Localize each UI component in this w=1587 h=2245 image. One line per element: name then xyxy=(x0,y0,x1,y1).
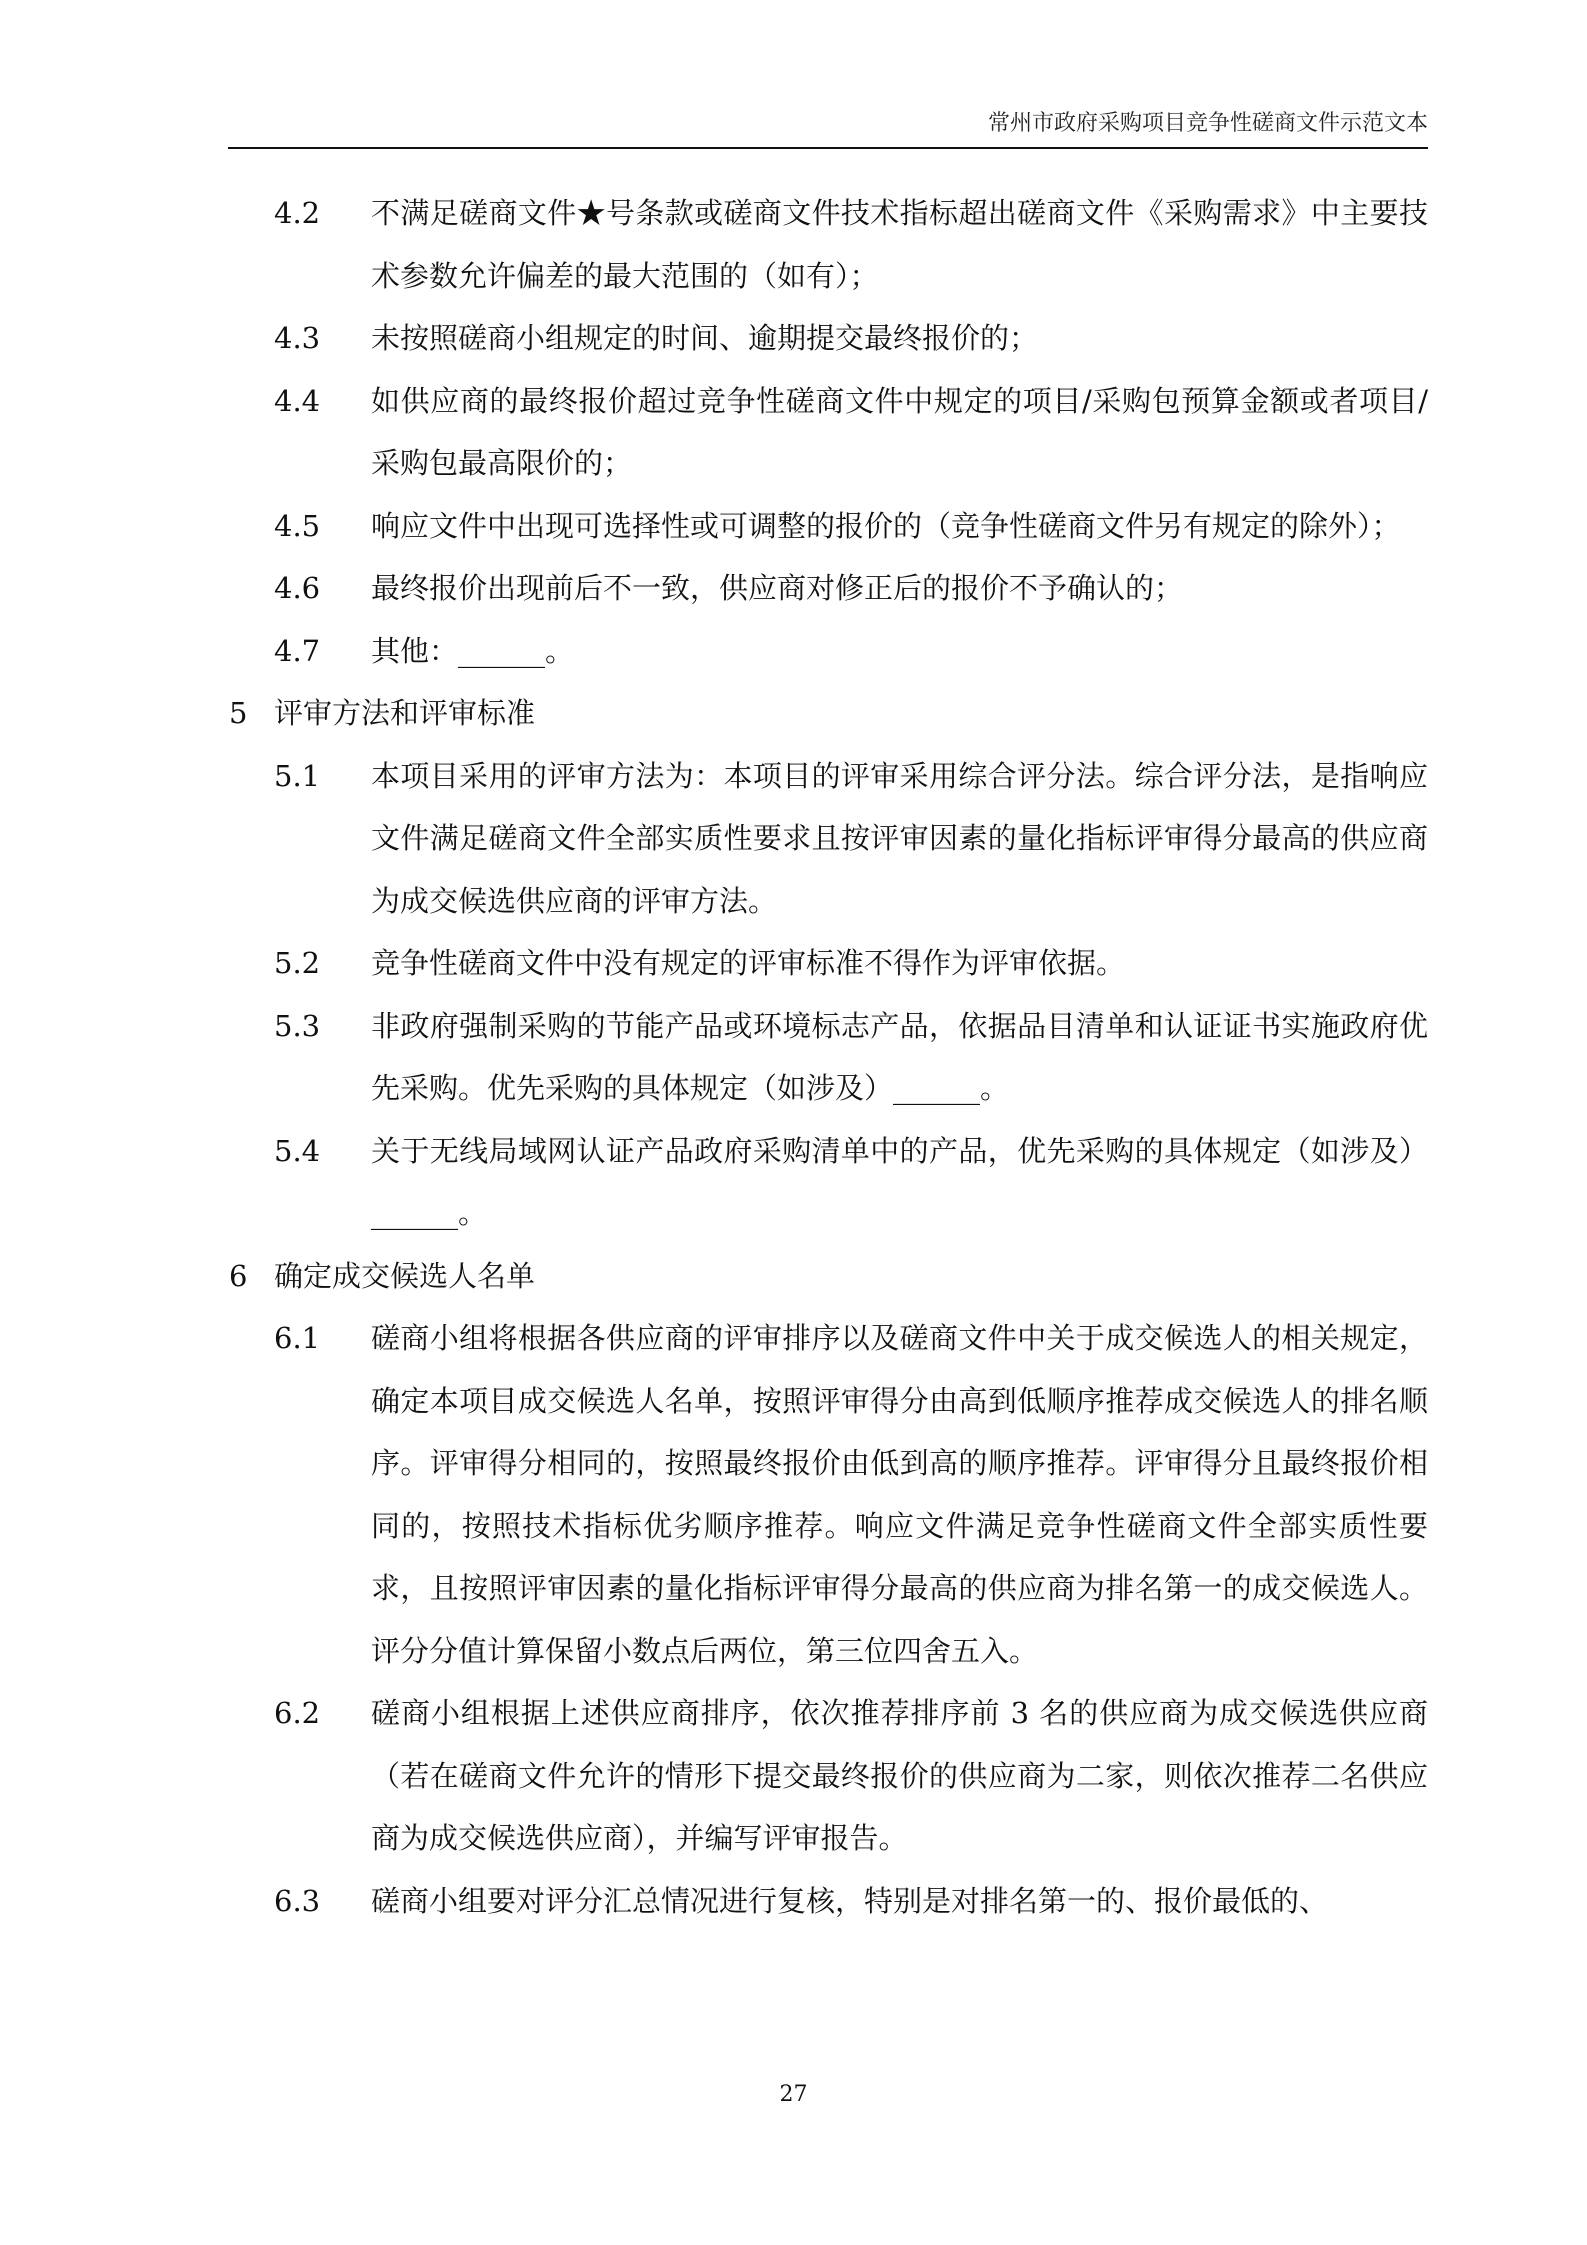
clause-number: 6.1 xyxy=(274,1321,321,1355)
document-body xyxy=(0,182,1587,1932)
clause-text: 不满足磋商文件★号条款或磋商文件技术指标超出磋商文件《采购需求》中主要技术参数允许偏差的最大范围的（如有）； xyxy=(371,196,1428,293)
clause-number: 4.3 xyxy=(274,321,321,355)
clause-text: 未按照磋商小组规定的时间、逾期提交最终报价的； xyxy=(371,321,1039,355)
clause-number: 4.4 xyxy=(274,383,321,418)
clause-item xyxy=(0,1120,1587,1245)
clause-number: 5.1 xyxy=(274,758,321,793)
page-number: 27 xyxy=(779,2082,808,2107)
clause-item xyxy=(0,745,1587,933)
clause-item xyxy=(0,620,1587,683)
clause-item xyxy=(0,1870,1587,1933)
clause-text: 其他：______。 xyxy=(371,633,575,668)
section-title: 评审方法和评审标准 xyxy=(274,696,536,730)
clause-item xyxy=(0,370,1587,495)
clause-item xyxy=(0,495,1587,558)
clause-item xyxy=(0,557,1587,620)
page-header: 常州市政府采购项目竞争性磋商文件示范文本 xyxy=(987,111,1428,136)
clause-number: 5.4 xyxy=(274,1133,321,1168)
section-title: 确定成交候选人名单 xyxy=(274,1258,536,1293)
clause-number: 4.2 xyxy=(274,196,321,230)
clause-item xyxy=(0,1307,1587,1682)
clause-number: 4.5 xyxy=(274,508,321,543)
clause-number: 4.6 xyxy=(274,571,321,605)
section-number: 5 xyxy=(229,696,248,730)
clause-number: 5.3 xyxy=(274,1008,321,1043)
clause-text: 磋商小组根据上述供应商排序，依次推荐排序前 3 名的供应商为成交候选供应商（若在磋商文件允许的情形下提交最终报价的供应商为二家，则依次推荐二名供应商为成交候选供应商），并编写评审报告。 xyxy=(371,1696,1428,1855)
section-heading xyxy=(0,682,1587,745)
clause-number: 6.3 xyxy=(274,1883,321,1918)
clause-text: 非政府强制采购的节能产品或环境标志产品，依据品目清单和认证证书实施政府优先采购。优先采购的具体规定（如涉及）______。 xyxy=(371,1008,1428,1105)
clause-text: 竞争性磋商文件中没有规定的评审标准不得作为评审依据。 xyxy=(371,946,1126,980)
section-number: 6 xyxy=(229,1258,248,1293)
clause-text: 磋商小组将根据各供应商的评审排序以及磋商文件中关于成交候选人的相关规定，确定本项目成交候选人名单，按照评审得分由高到低顺序推荐成交候选人的排名顺序。评审得分相同的，按照最终报价由低到高的顺序推荐。评审得分且最终报价相同的，按照技术指标优劣顺序推荐。响应文件满足竞争性磋商文件全部实质性要求，且按照评审因素的量化指标评审得分最高的供应商为排名第一的成交候选人。评分分值计算保留小数点后两位，第三位四舍五入。 xyxy=(371,1321,1428,1668)
clause-text: 关于无线局域网认证产品政府采购清单中的产品，优先采购的具体规定（如涉及）______。 xyxy=(371,1133,1428,1230)
clause-item xyxy=(0,995,1587,1120)
clause-text: 最终报价出现前后不一致，供应商对修正后的报价不予确认的； xyxy=(371,571,1184,605)
clause-item xyxy=(0,932,1587,995)
clause-item xyxy=(0,182,1587,307)
clause-text: 响应文件中出现可选择性或可调整的报价的（竞争性磋商文件另有规定的除外）； xyxy=(371,508,1401,543)
clause-number: 6.2 xyxy=(274,1696,321,1730)
clause-text: 磋商小组要对评分汇总情况进行复核，特别是对排名第一的、报价最低的、 xyxy=(371,1883,1329,1918)
clause-item xyxy=(0,307,1587,370)
clause-item xyxy=(0,1682,1587,1870)
clause-text: 本项目采用的评审方法为：本项目的评审采用综合评分法。综合评分法，是指响应文件满足磋商文件全部实质性要求且按评审因素的量化指标评审得分最高的供应商为成交候选供应商的评审方法。 xyxy=(371,758,1428,918)
clause-number: 5.2 xyxy=(274,946,321,980)
clause-number: 4.7 xyxy=(274,633,321,668)
header-divider xyxy=(228,147,1428,149)
clause-text: 如供应商的最终报价超过竞争性磋商文件中规定的项目/采购包预算金额或者项目/采购包最高限价的； xyxy=(371,383,1428,480)
section-heading xyxy=(0,1245,1587,1308)
